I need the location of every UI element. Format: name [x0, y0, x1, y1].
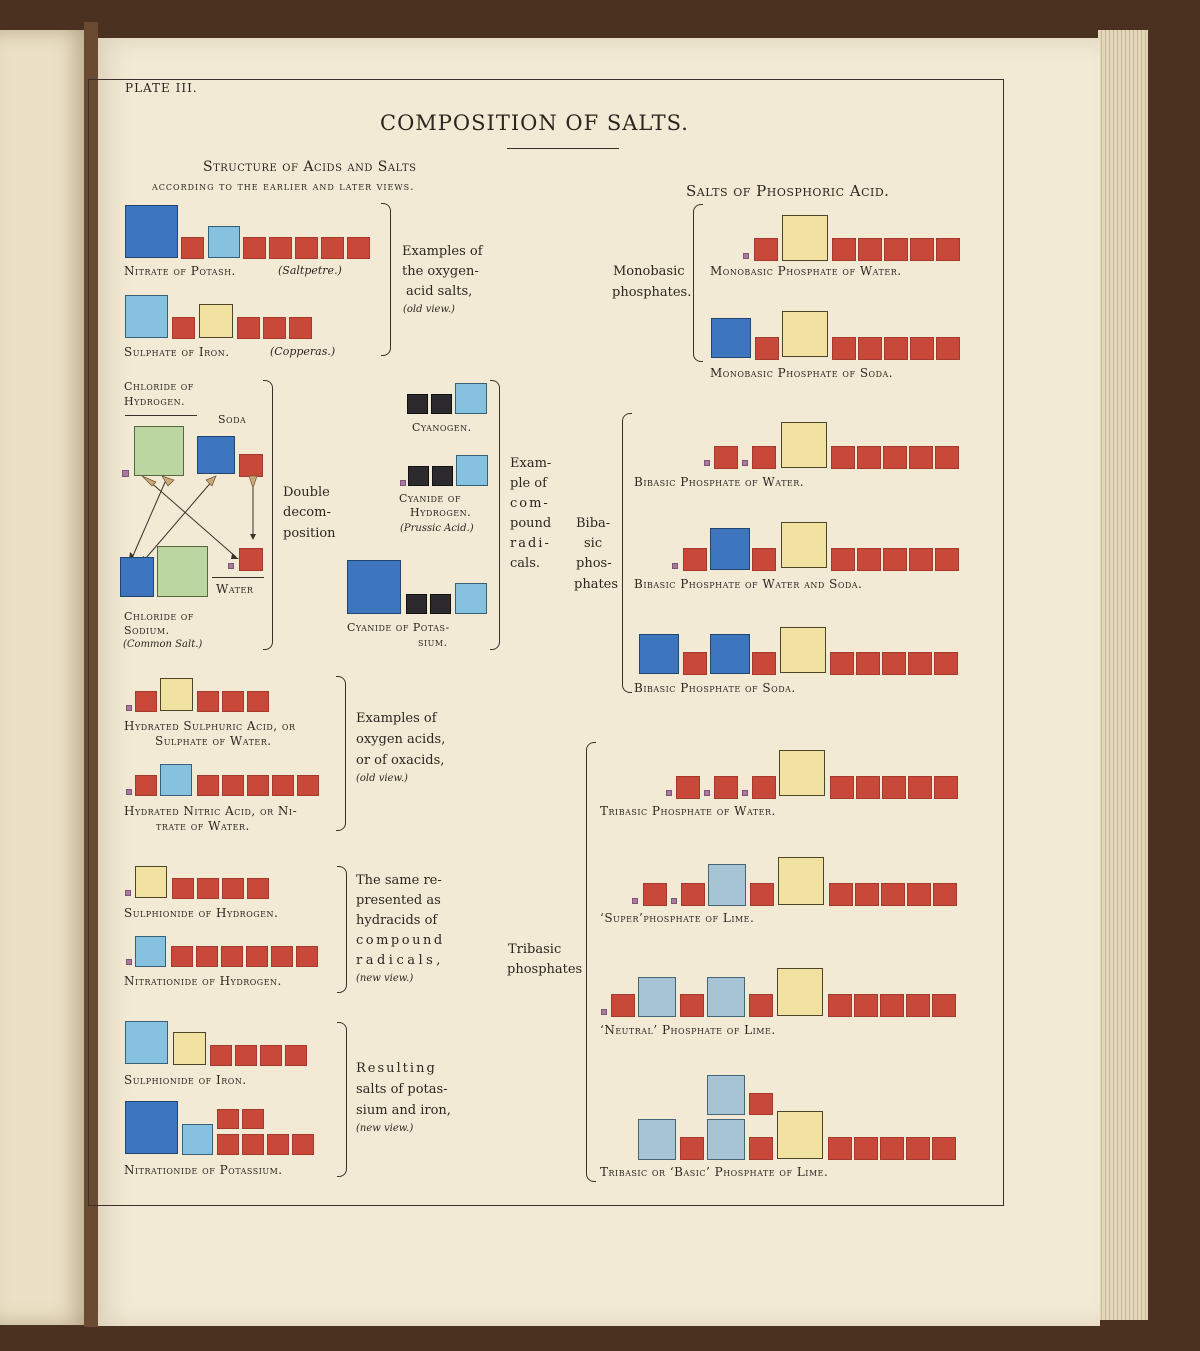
- square-red: [830, 652, 854, 675]
- square-mauve: [228, 563, 234, 569]
- square-yellow: [782, 311, 828, 357]
- copperas-note: (Copperas.): [270, 345, 336, 358]
- square-red: [906, 994, 930, 1017]
- square-red: [829, 883, 853, 906]
- sulphate-of-iron-label: Sulphate of Iron.: [124, 345, 230, 359]
- oxygen-acid-desc-2: the oxygen-: [402, 264, 479, 279]
- rule: [125, 415, 197, 416]
- square-red: [754, 238, 778, 261]
- double-decomposition-desc-2: decom-: [283, 505, 331, 520]
- hydracids-desc-1: The same re-: [356, 873, 442, 888]
- hydracids-desc-6: (new view.): [356, 973, 414, 984]
- square-red: [936, 337, 960, 360]
- square-red: [289, 317, 312, 339]
- square-red: [932, 1137, 956, 1160]
- square-red: [197, 691, 219, 712]
- resulting-salts-desc-2: salts of potas-: [356, 1082, 448, 1097]
- square-dark-blue: [347, 560, 401, 614]
- cyanide-of-potassium-label-1: Cyanide of Potas-: [347, 621, 450, 634]
- left-page: [0, 30, 90, 1325]
- square-red: [828, 994, 852, 1017]
- square-red: [172, 878, 194, 899]
- bibasic-water-label: Bibasic Phosphate of Water.: [634, 475, 805, 489]
- compound-radicals-desc-3: com-: [510, 496, 550, 511]
- square-red: [858, 238, 882, 261]
- compound-radicals-desc-6: cals.: [510, 556, 540, 571]
- square-slate: [638, 1119, 676, 1160]
- square-yellow: [781, 422, 827, 468]
- square-red: [857, 548, 881, 571]
- square-red: [683, 548, 707, 571]
- square-red: [269, 237, 292, 259]
- brace: [263, 380, 273, 650]
- neutral-lime-label: ‘Neutral’ Phosphate of Lime.: [600, 1023, 776, 1037]
- square-mauve: [400, 480, 406, 486]
- hydracids-desc-2: presented as: [356, 893, 441, 908]
- page-title: COMPOSITION OF SALTS.: [380, 111, 689, 135]
- square-mauve: [672, 563, 678, 569]
- square-slate: [707, 977, 745, 1017]
- square-yellow: [778, 857, 824, 905]
- square-yellow: [160, 678, 193, 711]
- square-black: [408, 466, 429, 486]
- hydrated-nitric-label-2: trate of Water.: [156, 819, 250, 833]
- brace: [693, 204, 703, 362]
- square-red: [714, 446, 738, 469]
- square-light-blue: [456, 455, 488, 486]
- square-mauve: [126, 705, 132, 711]
- square-red: [321, 237, 344, 259]
- square-red: [909, 548, 933, 571]
- oxacids-desc-4: (old view.): [356, 773, 408, 784]
- square-red: [907, 883, 931, 906]
- double-decomposition-desc-1: Double: [283, 485, 330, 500]
- square-red: [247, 691, 269, 712]
- square-mauve: [704, 460, 710, 466]
- square-red: [210, 1045, 232, 1066]
- square-red: [883, 548, 907, 571]
- bibasic-label-3: phos-: [576, 556, 612, 571]
- nitrationide-of-potassium-label: Nitrationide of Potassium.: [124, 1163, 283, 1177]
- square-dark-blue: [197, 436, 235, 474]
- square-yellow: [135, 866, 167, 898]
- square-red: [222, 691, 244, 712]
- square-red: [181, 237, 204, 259]
- square-red: [854, 1137, 878, 1160]
- bibasic-water-soda-label: Bibasic Phosphate of Water and Soda.: [634, 577, 863, 591]
- square-black: [406, 594, 427, 614]
- square-red: [680, 1137, 704, 1160]
- square-red: [881, 883, 905, 906]
- oxacids-desc-3: or of oxacids,: [356, 753, 445, 768]
- square-red: [235, 1045, 257, 1066]
- square-red: [750, 883, 774, 906]
- chloride-of-sodium-label-1: Chloride of: [124, 610, 194, 623]
- basic-lime-label: Tribasic or ‘Basic’ Phosphate of Lime.: [600, 1165, 829, 1179]
- square-red: [237, 317, 260, 339]
- square-yellow: [780, 627, 826, 673]
- square-red: [611, 994, 635, 1017]
- soda-label: Soda: [218, 413, 247, 426]
- square-red: [243, 237, 266, 259]
- square-red: [197, 775, 219, 796]
- bibasic-label-1: Biba-: [576, 516, 611, 531]
- square-red: [884, 337, 908, 360]
- square-red: [171, 946, 193, 967]
- square-yellow: [779, 750, 825, 796]
- square-red: [755, 337, 779, 360]
- square-red: [239, 548, 263, 571]
- hydrated-nitric-label-1: Hydrated Nitric Acid, or Ni-: [124, 804, 298, 818]
- sulphionide-of-iron-label: Sulphionide of Iron.: [124, 1073, 247, 1087]
- square-red: [935, 548, 959, 571]
- square-red: [882, 776, 906, 799]
- square-red: [217, 1109, 239, 1129]
- square-red: [292, 1134, 314, 1155]
- square-red: [267, 1134, 289, 1155]
- square-red: [831, 548, 855, 571]
- square-slate: [638, 977, 676, 1017]
- square-red: [857, 446, 881, 469]
- double-decomposition-desc-3: position: [283, 526, 336, 541]
- square-red: [933, 883, 957, 906]
- square-dark-blue: [120, 557, 154, 597]
- resulting-salts-desc-1: Resulting: [356, 1061, 437, 1076]
- square-red: [197, 878, 219, 899]
- monobasic-soda-label: Monobasic Phosphate of Soda.: [710, 366, 894, 380]
- square-slate: [707, 1119, 745, 1160]
- square-light-blue: [125, 295, 168, 338]
- square-dark-blue: [710, 528, 750, 570]
- saltpetre-note: (Saltpetre.): [278, 264, 342, 277]
- square-mauve: [742, 790, 748, 796]
- square-mauve: [742, 460, 748, 466]
- square-red: [855, 883, 879, 906]
- square-light-blue: [125, 1021, 168, 1064]
- bibasic-label-2: sic: [584, 536, 603, 551]
- brace: [381, 203, 391, 356]
- hydracids-desc-5: radicals,: [356, 953, 444, 968]
- square-mauve: [126, 959, 132, 965]
- brace: [586, 742, 596, 1182]
- nitrationide-of-hydrogen-label: Nitrationide of Hydrogen.: [124, 974, 282, 988]
- square-slate: [708, 864, 746, 906]
- chloride-of-hydrogen-label-1: Chloride of: [124, 380, 194, 393]
- square-mauve: [666, 790, 672, 796]
- monobasic-label-1: Monobasic: [613, 264, 685, 279]
- square-red: [935, 446, 959, 469]
- oxacids-desc-2: oxygen acids,: [356, 732, 446, 747]
- square-red: [910, 238, 934, 261]
- square-red: [749, 994, 773, 1017]
- water-label: Water: [216, 582, 254, 596]
- square-red: [221, 946, 243, 967]
- square-red: [347, 237, 370, 259]
- square-red: [272, 775, 294, 796]
- square-black: [431, 394, 452, 414]
- square-red: [752, 446, 776, 469]
- square-green: [157, 546, 208, 597]
- monobasic-label-2: phosphates.: [612, 285, 692, 300]
- rule: [212, 577, 264, 578]
- cyanide-of-hydrogen-label-1: Cyanide of: [399, 492, 461, 505]
- bibasic-label-4: phates: [574, 577, 619, 592]
- square-red: [749, 1137, 773, 1160]
- square-red: [271, 946, 293, 967]
- square-red: [680, 994, 704, 1017]
- tribasic-water-label: Tribasic Phosphate of Water.: [600, 804, 776, 818]
- chloride-of-sodium-label-2: Sodium.: [124, 624, 170, 637]
- square-red: [910, 337, 934, 360]
- nitrate-of-potash-label: Nitrate of Potash.: [124, 264, 236, 278]
- square-red: [242, 1134, 264, 1155]
- common-salt-note: (Common Salt.): [123, 639, 203, 650]
- brace: [622, 413, 632, 693]
- square-dark-blue: [125, 205, 178, 258]
- brace: [337, 1022, 347, 1177]
- hydrated-sulphuric-label-1: Hydrated Sulphuric Acid, or: [124, 719, 296, 733]
- square-red: [295, 237, 318, 259]
- square-black: [432, 466, 453, 486]
- square-light-blue: [208, 226, 240, 258]
- tribasic-label-1: Tribasic: [508, 942, 562, 957]
- oxygen-acid-desc-3: acid salts,: [406, 284, 473, 299]
- square-red: [683, 652, 707, 675]
- prussic-acid-note: (Prussic Acid.): [400, 523, 474, 534]
- bibasic-soda-label: Bibasic Phosphate of Soda.: [634, 681, 796, 695]
- square-red: [908, 652, 932, 675]
- square-red: [681, 883, 705, 906]
- compound-radicals-desc-4: pound: [510, 516, 552, 531]
- square-red: [247, 878, 269, 899]
- plate-label: PLATE III.: [125, 81, 198, 95]
- square-red: [831, 446, 855, 469]
- square-yellow: [173, 1032, 206, 1065]
- compound-radicals-desc-5: radi-: [510, 536, 551, 551]
- resulting-salts-desc-4: (new view.): [356, 1123, 414, 1134]
- square-red: [285, 1045, 307, 1066]
- square-mauve: [125, 890, 131, 896]
- square-slate: [707, 1075, 745, 1115]
- square-red: [217, 1134, 239, 1155]
- square-red: [936, 238, 960, 261]
- brace: [337, 866, 347, 993]
- square-yellow: [782, 215, 828, 261]
- square-red: [828, 1137, 852, 1160]
- square-red: [908, 776, 932, 799]
- square-yellow: [199, 304, 233, 338]
- square-mauve: [126, 789, 132, 795]
- square-red: [247, 775, 269, 796]
- oxygen-acid-desc-1: Examples of: [402, 244, 483, 259]
- square-yellow: [777, 968, 823, 1016]
- square-dark-blue: [639, 634, 679, 674]
- hydracids-desc-4: compound: [356, 933, 445, 948]
- square-red: [752, 776, 776, 799]
- sulphionide-of-hydrogen-label: Sulphionide of Hydrogen.: [124, 906, 279, 920]
- square-dark-blue: [710, 634, 750, 674]
- square-red: [856, 652, 880, 675]
- square-red: [296, 946, 318, 967]
- square-red: [260, 1045, 282, 1066]
- page-edges: [1098, 30, 1148, 1320]
- superphosphate-lime-label: ‘Super’phosphate of Lime.: [600, 911, 755, 925]
- square-red: [297, 775, 319, 796]
- hydrated-sulphuric-label-2: Sulphate of Water.: [155, 734, 272, 748]
- square-red: [752, 652, 776, 675]
- square-red: [932, 994, 956, 1017]
- square-red: [832, 337, 856, 360]
- square-red: [172, 317, 195, 339]
- square-red: [934, 776, 958, 799]
- square-light-blue: [455, 383, 487, 414]
- square-mauve: [601, 1009, 607, 1015]
- square-red: [263, 317, 286, 339]
- square-red: [830, 776, 854, 799]
- square-red: [934, 652, 958, 675]
- square-red: [749, 1093, 773, 1115]
- square-yellow: [781, 522, 827, 568]
- right-heading: Salts of Phosphoric Acid.: [686, 182, 890, 200]
- square-red: [856, 776, 880, 799]
- square-red: [909, 446, 933, 469]
- brace: [490, 380, 500, 650]
- square-red: [858, 337, 882, 360]
- square-red: [222, 878, 244, 899]
- square-light-blue: [160, 764, 192, 796]
- square-red: [135, 691, 157, 712]
- square-red: [880, 1137, 904, 1160]
- resulting-salts-desc-3: sium and iron,: [356, 1103, 451, 1118]
- square-red: [135, 775, 157, 796]
- square-red: [883, 446, 907, 469]
- left-heading-line1: Structure of Acids and Salts: [203, 159, 417, 175]
- square-mauve: [632, 898, 638, 904]
- square-black: [430, 594, 451, 614]
- cyanide-of-hydrogen-label-2: Hydrogen.: [410, 506, 472, 519]
- square-red: [676, 776, 700, 799]
- square-red: [242, 1109, 264, 1129]
- square-dark-blue: [125, 1101, 178, 1154]
- square-mauve: [671, 898, 677, 904]
- square-red: [906, 1137, 930, 1160]
- hydracids-desc-3: hydracids of: [356, 913, 438, 928]
- chloride-of-hydrogen-label-2: Hydrogen.: [124, 395, 186, 408]
- cyanogen-label: Cyanogen.: [412, 421, 472, 434]
- square-red: [752, 548, 776, 571]
- square-red: [196, 946, 218, 967]
- oxacids-desc-1: Examples of: [356, 711, 437, 726]
- square-light-blue: [182, 1124, 213, 1155]
- square-light-blue: [135, 936, 166, 967]
- square-red: [854, 994, 878, 1017]
- square-red: [882, 652, 906, 675]
- compound-radicals-desc-2: ple of: [510, 476, 547, 491]
- left-heading-line2: according to the earlier and later views.: [152, 180, 415, 193]
- square-mauve: [704, 790, 710, 796]
- monobasic-water-label: Monobasic Phosphate of Water.: [710, 264, 902, 278]
- square-dark-blue: [711, 318, 751, 358]
- square-black: [407, 394, 428, 414]
- square-red: [222, 775, 244, 796]
- square-red: [832, 238, 856, 261]
- tribasic-label-2: phosphates: [507, 962, 583, 977]
- square-red: [643, 883, 667, 906]
- square-red: [884, 238, 908, 261]
- square-red: [714, 776, 738, 799]
- title-rule: [507, 148, 619, 149]
- oxygen-acid-desc-4: (old view.): [403, 304, 455, 315]
- square-yellow: [777, 1111, 823, 1159]
- brace: [336, 676, 346, 831]
- square-mauve: [743, 253, 749, 259]
- square-red: [246, 946, 268, 967]
- square-green: [134, 426, 184, 476]
- square-light-blue: [455, 583, 487, 614]
- cyanide-of-potassium-label-2: sium.: [418, 636, 448, 649]
- compound-radicals-desc-1: Exam-: [510, 456, 552, 471]
- square-red: [880, 994, 904, 1017]
